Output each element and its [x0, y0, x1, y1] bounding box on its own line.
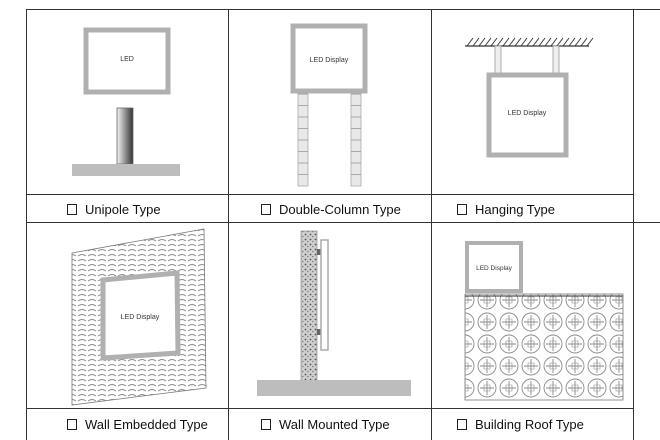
hanger-right	[553, 46, 559, 74]
checkbox-unipole[interactable]	[67, 204, 77, 215]
caption-hanging[interactable]	[432, 194, 633, 223]
unipole-illustration	[27, 10, 228, 194]
caption-wall-mounted[interactable]	[229, 408, 431, 439]
building-roof-illustration	[432, 223, 633, 407]
ground-base	[72, 164, 180, 176]
caption-label: Building Roof Type	[475, 416, 584, 432]
led-screen-label: LED Display	[309, 57, 349, 64]
wall-embedded-illustration	[27, 223, 228, 407]
left-column	[298, 94, 308, 186]
checkbox-hanging[interactable]	[457, 204, 467, 215]
led-screen-label: LED Display	[476, 265, 512, 272]
checkbox-wall-embedded[interactable]	[67, 419, 77, 430]
support-pole	[117, 108, 133, 164]
caption-double-column[interactable]	[229, 194, 431, 223]
double-column-illustration	[229, 10, 431, 194]
building-facade	[465, 294, 623, 400]
caption-wall-embedded[interactable]	[27, 408, 228, 439]
grid-right-border	[633, 9, 634, 440]
wall-section	[301, 231, 317, 381]
caption-unipole[interactable]	[27, 194, 228, 223]
led-screen-label: LED Display	[507, 110, 547, 117]
ground-base	[257, 380, 411, 396]
caption-label: Double-Column Type	[279, 201, 401, 217]
led-screen-label: LED	[120, 56, 134, 63]
hanger-left	[495, 46, 501, 74]
cell-unipole	[27, 10, 228, 222]
checkbox-building-roof[interactable]	[457, 419, 467, 430]
wall-mounted-illustration	[229, 223, 431, 407]
led-screen-side	[321, 240, 328, 350]
right-column	[351, 94, 361, 186]
checkbox-wall-mounted[interactable]	[261, 419, 271, 430]
caption-building-roof[interactable]	[432, 408, 633, 439]
caption-label: Wall Embedded Type	[85, 416, 208, 432]
hanging-illustration	[432, 10, 633, 194]
led-screen-label: LED Display	[120, 314, 160, 321]
cell-double-column	[229, 10, 431, 222]
cell-hanging	[432, 10, 633, 222]
cell-building-roof	[432, 223, 633, 440]
caption-label: Unipole Type	[85, 201, 161, 217]
ceiling-hatch	[467, 38, 593, 46]
cell-wall-mounted	[229, 223, 431, 440]
caption-label: Wall Mounted Type	[279, 416, 390, 432]
checkbox-double-column[interactable]	[261, 204, 271, 215]
cell-wall-embedded	[27, 223, 228, 440]
caption-label: Hanging Type	[475, 201, 555, 217]
